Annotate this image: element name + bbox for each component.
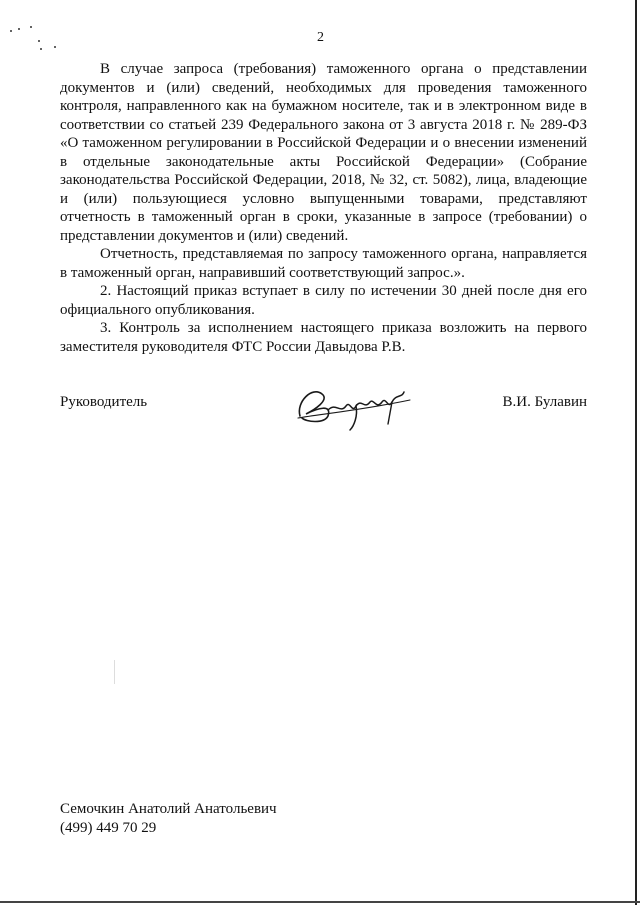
scan-faint-mark <box>114 660 115 684</box>
page-number: 2 <box>317 30 324 45</box>
paragraph-reporting-direction: Отчетность, представляемая по запросу таможенного органа, направляется в таможенный орган, направивший соответствующий запрос.». <box>60 246 587 281</box>
scan-edge-right <box>635 0 637 905</box>
paragraph-effective-date: 2. Настоящий приказ вступает в силу по истечении 30 дней после дня его официального опубликования. <box>60 283 587 318</box>
handwritten-signature <box>292 380 422 432</box>
paragraph-control: 3. Контроль за исполнением настоящего приказа возложить на первого заместителя руководителя ФТС России Давыдова Р.В. <box>60 320 587 355</box>
executor-phone: (499) 449 70 29 <box>60 820 157 836</box>
document-body <box>60 60 587 356</box>
signer-position: Руководитель <box>60 394 148 410</box>
executor-name: Семочкин Анатолий Анатольевич <box>60 801 277 817</box>
executor-contact <box>60 800 277 838</box>
signer-name: В.И. Булавин <box>502 394 587 410</box>
scan-edge-bottom <box>0 901 640 903</box>
paragraph-customs-request: В случае запроса (требования) таможенного органа о представлении документов и (или) сведений, необходимых для проведения таможенного контроля, направленного как на бумажном носителе, так и в электронном виде в соответствии со статьей 239 Федерального закона от 3 августа 2018 г. № 289-ФЗ «О таможенном регулировании в Российской Федерации и о внесении изменений в отдельные законодательные акты Российской Федерации» (Собрание законодательства Российской Федерации, 2018, № 32, ст. 5082), лица, владеющие и (или) пользующиеся условно выпущенными товарами, представляют отчетность в таможенный орган в сроки, указанные в запросе (требовании) о представлении документов и (или) сведений. <box>60 61 587 244</box>
signature-block <box>60 380 587 440</box>
